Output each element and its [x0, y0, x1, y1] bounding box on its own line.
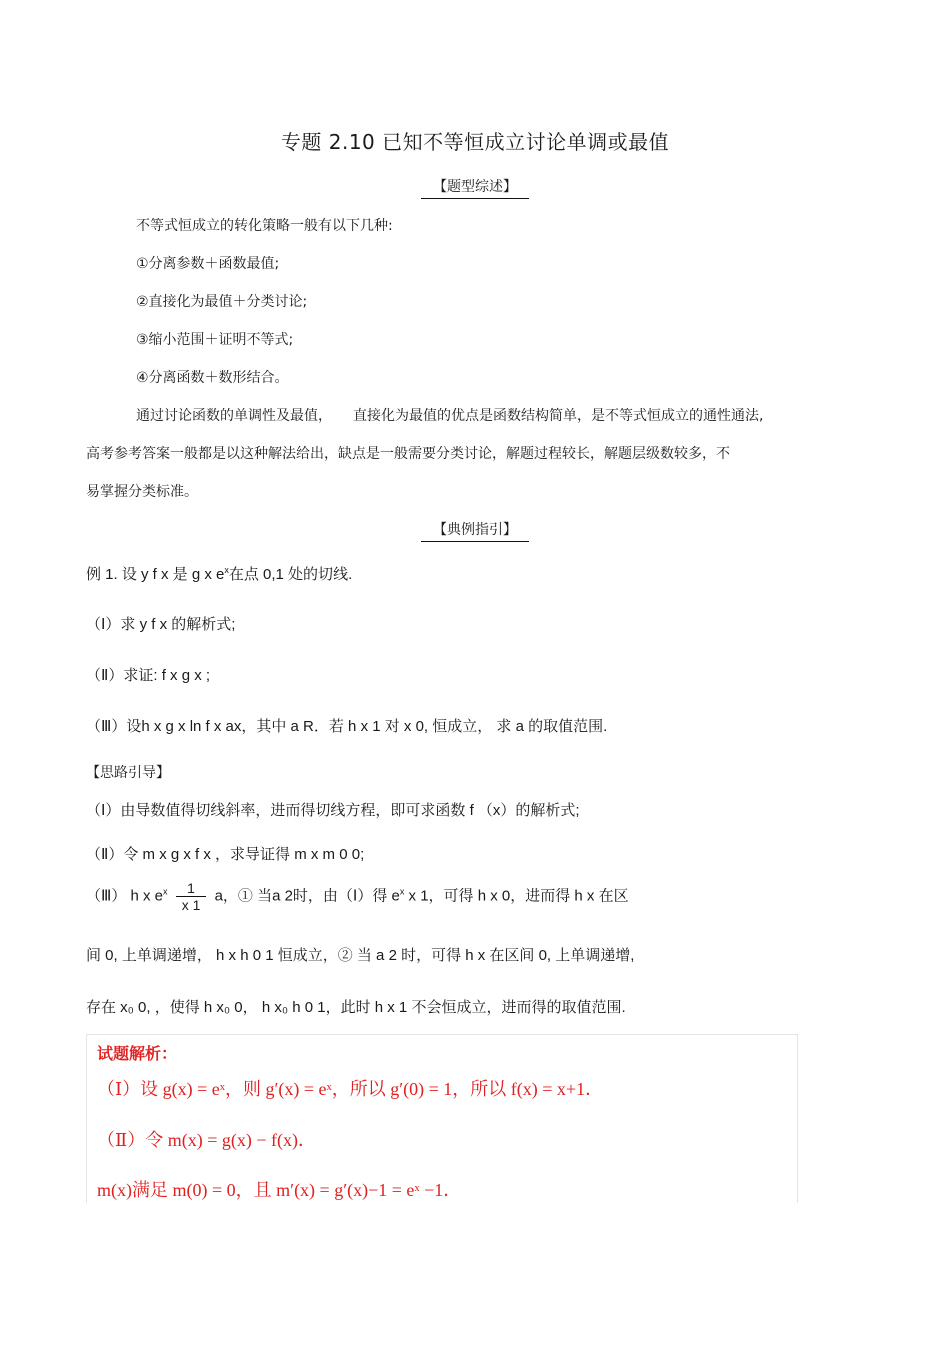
overview-item: ①分离参数＋函数最值;	[136, 256, 280, 272]
hint-1: （Ⅰ）由导数值得切线斜率，进而得切线方程，即可求函数 f （x）的解析式;	[86, 802, 580, 819]
overview-paragraph: 通过讨论函数的单调性及最值， 直接化为最值的优点是函数结构简单，是不等式恒成立的通性通法,	[136, 408, 764, 424]
solution-heading: 试题解析：	[97, 1044, 178, 1063]
hint-2: （Ⅱ）令 m x g x f x ，求导证得 m x m 0 0;	[86, 846, 365, 863]
example-question-3: （Ⅲ）设h x g x ln f x ax，其中 a R．若 h x 1 对 x 0, 恒成立， 求 a 的取值范围.	[86, 718, 608, 735]
overview-paragraph: 高考参考答案一般都是以这种解法给出，缺点是一般需要分类讨论，解题过程较长，解题层级数较多，不	[86, 446, 730, 462]
page-title: 专题 2.10 已知不等恒成立讨论单调或最值	[280, 130, 670, 154]
hint-4: 间 0, 上单调递增， h x h 0 1 恒成立，② 当 a 2 时，可得 h x 在区间 0, 上单调递增,	[86, 947, 635, 964]
solution-line-1: （Ⅰ）设 g(x) = eˣ，则 g′(x) = eˣ，所以 g′(0) = 1，所以 f(x) = x+1．	[97, 1079, 604, 1099]
overview-item: ②直接化为最值＋分类讨论;	[136, 294, 308, 310]
fraction: $\frac{1}{x 1}$	[176, 880, 207, 913]
example-question-1: （Ⅰ）求 y f x 的解析式;	[86, 616, 236, 633]
section-heading-examples: 【典例指引】	[0, 519, 950, 542]
overview-item: ③缩小范围＋证明不等式;	[136, 332, 294, 348]
overview-intro: 不等式恒成立的转化策略一般有以下几种:	[136, 218, 393, 234]
overview-item: ④分离函数＋数形结合。	[136, 370, 289, 386]
section-heading-hints: 【思路引导】	[86, 765, 170, 781]
hint-5: 存在 x₀ 0, ，使得 h x₀ 0， h x₀ h 0 1，此时 h x 1 不会恒成立，进而得的取值范围.	[86, 999, 626, 1016]
solution-image	[86, 1034, 798, 1203]
solution-line-3: m(x)满足 m(0) = 0，且 m′(x) = g′(x)−1 = eˣ −1．	[97, 1180, 462, 1200]
hint-3: （Ⅲ） h x $e^x$ $\frac{1}{x 1}$ a，① 当a 2时，由（Ⅰ）得 $e^x$ x 1，可得 h x 0，进而得 h x 在区	[86, 880, 629, 913]
overview-paragraph: 易掌握分类标准。	[86, 484, 198, 500]
example-stem: 例 1. 设 y f x 是 g x $e^x$在点 0,1 处的切线.	[86, 565, 353, 583]
section-heading-overview: 【题型综述】	[0, 176, 950, 199]
solution-line-2: （Ⅱ）令 m(x) = g(x) − f(x)．	[97, 1130, 316, 1150]
example-question-2: （Ⅱ）求证: f x g x ;	[86, 667, 211, 684]
